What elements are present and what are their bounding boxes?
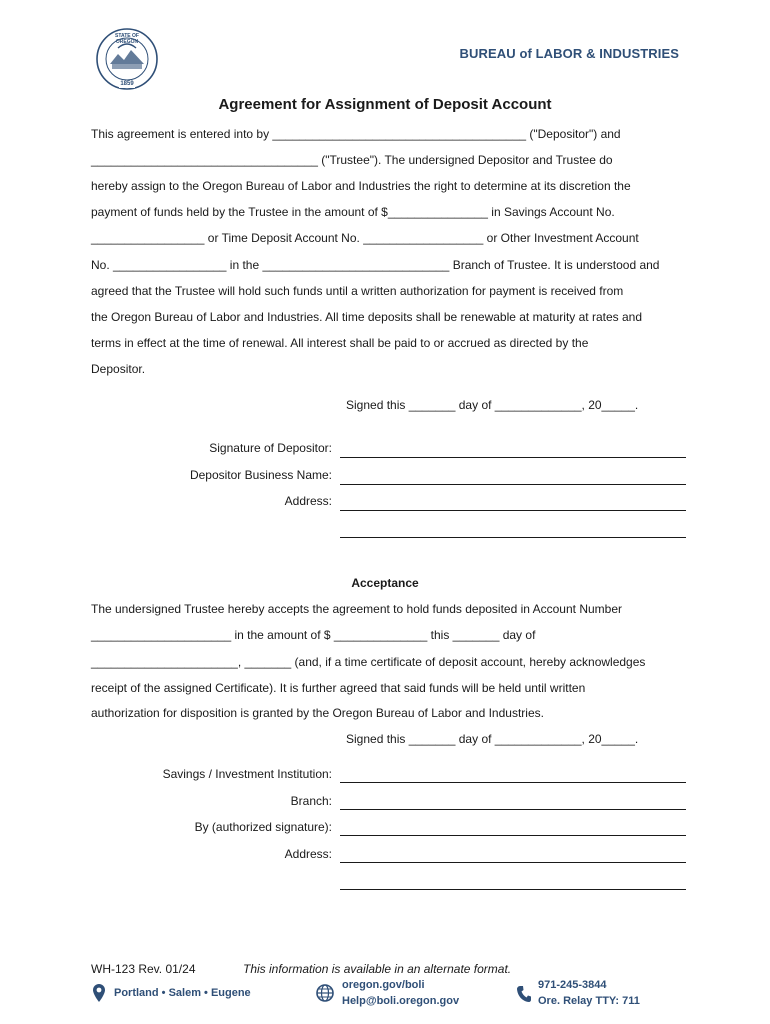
authorized-signature-label: By (authorized signature):: [194, 820, 332, 834]
depositor-address-field[interactable]: [340, 510, 686, 511]
agreement-line: __________________________________ ("Trustee"). The undersigned Depositor and Trustee do: [91, 153, 613, 167]
signature-of-depositor-field[interactable]: [340, 457, 686, 458]
agreement-line: payment of funds held by the Trustee in the amount of $_______________ in Savings Account No.: [91, 205, 615, 219]
website-link[interactable]: oregon.gov/boli: [342, 979, 425, 991]
depositor-business-name-label: Depositor Business Name:: [189, 468, 332, 482]
page-title: Agreement for Assignment of Deposit Account: [218, 96, 552, 113]
relay-tty: Ore. Relay TTY: 711: [538, 995, 640, 1007]
globe-icon: [316, 984, 334, 1002]
agreement-line: the Oregon Bureau of Labor and Industries. All time deposits shall be renewable at maturity at rates and: [91, 310, 642, 324]
agreement-line: terms in effect at the time of renewal. All interest shall be paid to or accrued as directed by the: [91, 336, 589, 350]
trustee-address-field-2[interactable]: [340, 889, 686, 890]
signed-date-line[interactable]: Signed this _______ day of _____________, 20_____.: [346, 398, 639, 412]
phone-icon: [517, 986, 531, 1002]
agreement-line: No. _________________ in the ____________________________ Branch of Trustee. It is understood and: [91, 258, 660, 272]
branch-label: Branch:: [290, 794, 332, 808]
depositor-address-label: Address:: [284, 494, 332, 508]
phone-number[interactable]: 971-245-3844: [538, 979, 607, 991]
seal-text: STATE OF OREGON: [115, 33, 139, 45]
acceptance-line: _____________________ in the amount of $ ______________ this _______ day of: [91, 628, 536, 642]
alternate-format-note: This information is available in an alternate format.: [243, 962, 512, 976]
branch-field[interactable]: [340, 809, 686, 810]
bureau-name: BUREAU of LABOR & INDUSTRIES: [459, 46, 679, 61]
acceptance-line: The undersigned Trustee hereby accepts the agreement to hold funds deposited in Account Number: [91, 602, 622, 616]
acceptance-line: authorization for disposition is granted by the Oregon Bureau of Labor and Industries.: [91, 706, 544, 720]
seal-year: 1859: [120, 81, 134, 87]
agreement-line: hereby assign to the Oregon Bureau of Labor and Industries the right to determine at its discretion the: [91, 179, 631, 193]
signature-of-depositor-label: Signature of Depositor:: [209, 441, 332, 455]
email-link[interactable]: Help@boli.oregon.gov: [342, 995, 460, 1007]
depositor-business-name-field[interactable]: [340, 484, 686, 485]
institution-field[interactable]: [340, 782, 686, 783]
acceptance-signed-date-line[interactable]: Signed this _______ day of _____________, 20_____.: [346, 732, 639, 746]
agreement-line: agreed that the Trustee will hold such funds until a written authorization for payment is received from: [91, 284, 624, 298]
office-locations: Portland • Salem • Eugene: [114, 987, 251, 999]
acceptance-heading: Acceptance: [351, 576, 419, 590]
depositor-address-field-2[interactable]: [340, 537, 686, 538]
acceptance-line: ______________________, _______ (and, if a time certificate of deposit account, hereby acknowledges: [91, 655, 646, 669]
trustee-address-field[interactable]: [340, 862, 686, 863]
agreement-line: This agreement is entered into by ______________________________________ ("Depositor") and: [91, 127, 621, 141]
form-number: WH-123 Rev. 01/24: [91, 962, 196, 976]
authorized-signature-field[interactable]: [340, 835, 686, 836]
institution-label: Savings / Investment Institution:: [162, 767, 332, 781]
location-pin-icon: [93, 984, 105, 1002]
acceptance-line: receipt of the assigned Certificate). It is further agreed that said funds will be held until written: [91, 681, 586, 695]
trustee-address-label: Address:: [284, 847, 332, 861]
agreement-line: Depositor.: [91, 362, 146, 376]
agreement-line: _________________ or Time Deposit Account No. __________________ or Other Investment Account: [91, 231, 639, 245]
